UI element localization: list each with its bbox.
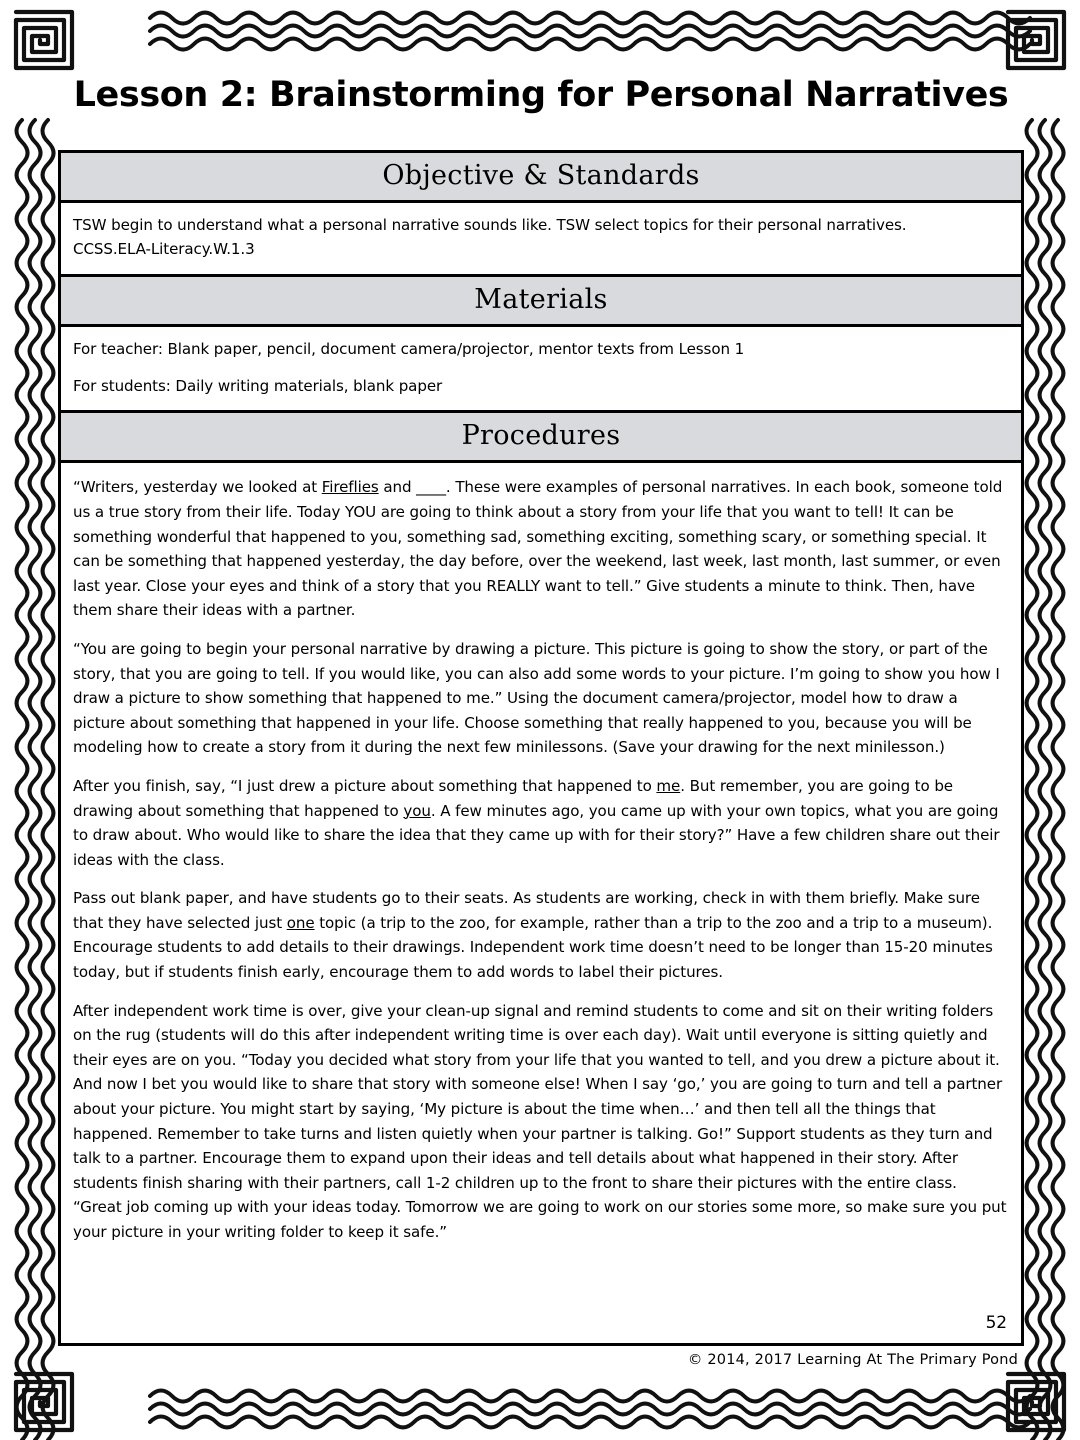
- p3-part-b: . But remember, you are going to be drawing about something that happened to: [73, 776, 953, 820]
- procedures-body: [61, 463, 1021, 1343]
- corner-spiral-icon-bottom-left: [16, 1374, 72, 1430]
- page-number: 52: [985, 1312, 1007, 1333]
- materials-heading: Materials: [61, 274, 1021, 327]
- emphasis-one: one: [286, 913, 315, 932]
- lesson-content: [58, 48, 1024, 1348]
- p3-part-a: After you finish, say, “I just drew a picture about something that happened to: [73, 776, 657, 795]
- materials-teacher: For teacher: Blank paper, pencil, document camera/projector, mentor texts from Lesson 1: [73, 339, 745, 358]
- emphasis-me: me: [656, 776, 681, 795]
- materials-body: [61, 327, 1021, 411]
- copyright-notice: © 2014, 2017 Learning At The Primary Pond: [687, 1352, 1018, 1368]
- procedure-paragraph-1: [73, 475, 1007, 623]
- p3-part-c: . A few minutes ago, you came up with your own topics, what you are going to draw about. Who would like to share the idea that they came up with for their story?” Have a few children share out their ideas with the class.: [73, 801, 1000, 869]
- p1-part-a: “Writers, yesterday we looked at: [73, 478, 322, 497]
- procedure-paragraph-5: After independent work time is over, give your clean-up signal and remind students to come and sit on their writing folders on the rug (students will do this after independent writing time is over each day). Wait until everyone is sitting quietly and their eyes are on you. “Today you decided what story from your life that you wanted to tell, and you drew a picture about it. And now I bet you would like to share that story with someone else! When I say ‘go,’ you are going to turn and tell a partner about your picture. You might start by saying, ‘My picture is about the time when…’ and then tell all the things that happened. Remember to take turns and listen quietly when your partner is talking. Go!” Support students as they turn and talk to a partner. Encourage them to expand upon their ideas and tell details about what happened in their story. After students finish sharing with their partners, call 1-2 children up to the front to share their pictures with the entire class. “Great job coming up with your ideas today. Tomorrow we are going to work on our stories some more, so make sure you put your picture in your writing folder to keep it safe.”: [73, 1001, 1007, 1241]
- p1-part-b: and ____. These were examples of personal narratives. In each book, someone told us a true story from their life. Today YOU are going to think about a story from your life that you want to tell! It can be something wonderful that happened to you, something sad, something exciting, something scary, or something special. It can be something that happened yesterday, the day before, over the weekend, last week, last month, last summer, or even last year. Close your eyes and think of a story that you REALLY want to tell.” Give students a minute to think. Then, have them share their ideas with a partner.: [73, 478, 1003, 620]
- materials-students: For students: Daily writing materials, blank paper: [73, 376, 443, 395]
- standard-code: CCSS.ELA-Literacy.W.1.3: [73, 240, 255, 259]
- mentor-text-title-fireflies: Fireflies: [321, 478, 379, 497]
- objective-standards-section: [58, 150, 1024, 1347]
- procedure-paragraph-4: [73, 886, 1007, 984]
- objective-standards-body: [61, 203, 1021, 274]
- procedure-paragraph-2: “You are going to begin your personal narrative by drawing a picture. This picture is going to show the story, or part of the story, that you are going to tell. If you would like, you can also add some words to your picture. I’m going to show you how I draw a picture to show something that happened to me.” Using the document camera/projector, model how to draw a picture about something that happened in your life. Choose something that really happened to you, because you will be modeling how to create a story from it during the next few minilessons. (Save your drawing for the next minilesson.): [73, 639, 1000, 757]
- corner-spiral-icon-bottom-right: [1008, 1374, 1064, 1430]
- objective-text: TSW begin to understand what a personal narrative sounds like. TSW select topics for their personal narratives.: [73, 215, 907, 234]
- p4-part-b: topic (a trip to the zoo, for example, rather than a trip to the zoo and a trip to a museum). Encourage students to add details to their drawings. Independent work time doesn’t need to be longer than 15-20 minutes today, but if students finish early, encourage them to add words to label their pictures.: [73, 913, 993, 982]
- procedure-paragraph-3: [73, 774, 1007, 872]
- p4-part-a: Pass out blank paper, and have students go to their seats. As students are working, check in with them briefly. Make sure that they have selected just: [73, 889, 980, 932]
- page-title: Lesson 2: Brainstorming for Personal Narratives: [73, 75, 1009, 116]
- procedures-heading: Procedures: [61, 410, 1021, 463]
- objective-standards-heading: Objective & Standards: [61, 153, 1021, 203]
- emphasis-you: you: [403, 801, 431, 820]
